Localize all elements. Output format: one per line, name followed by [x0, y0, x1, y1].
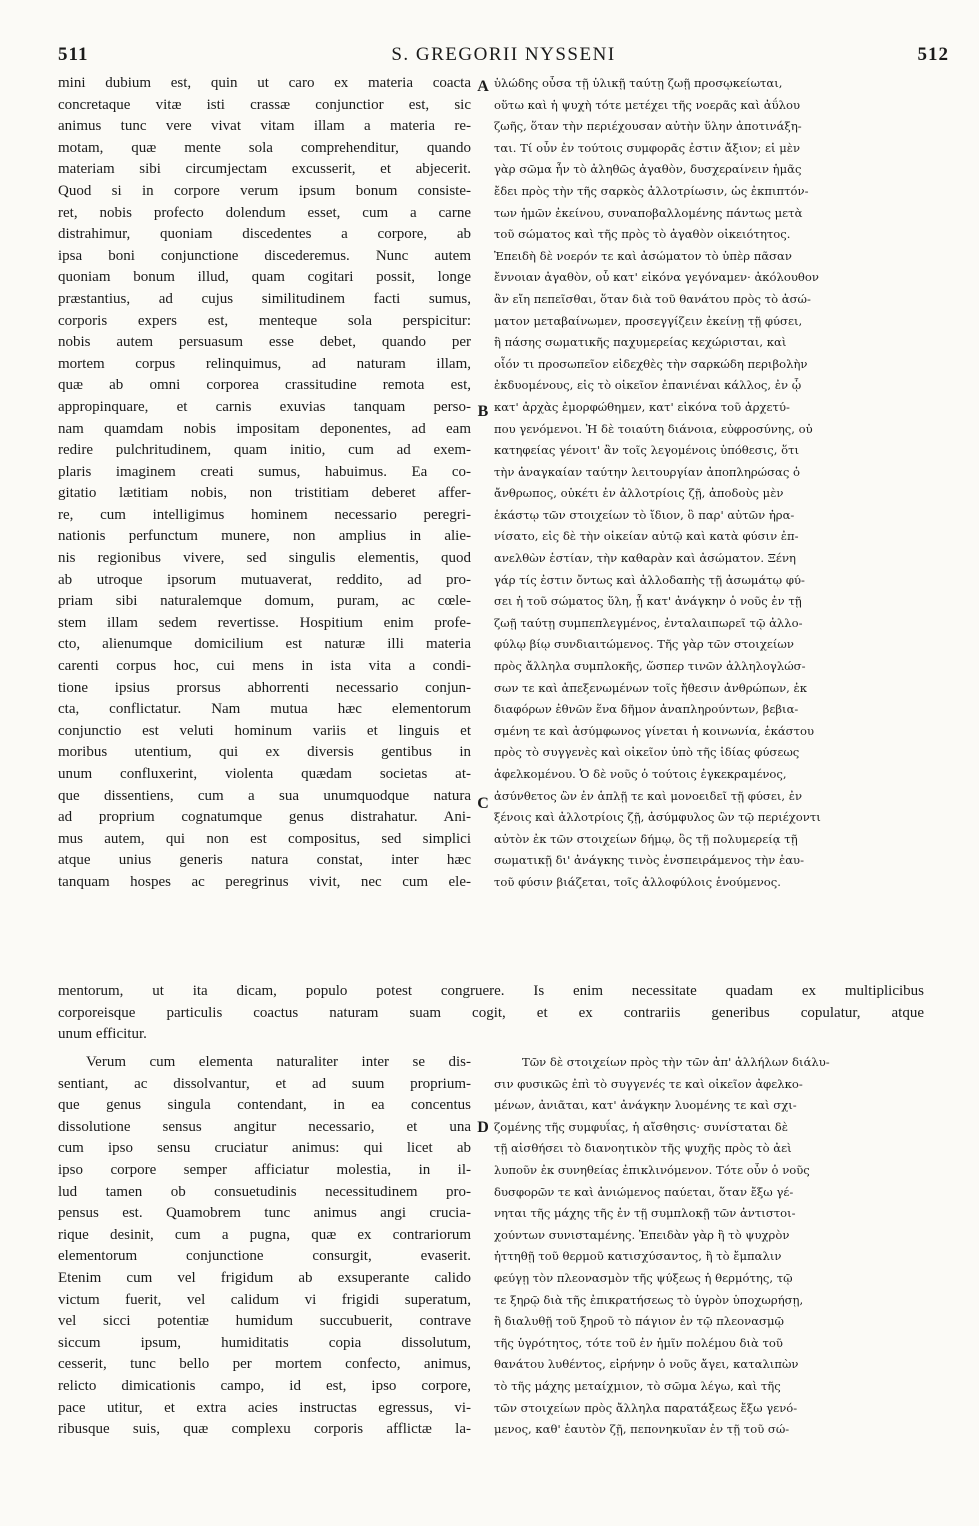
- text-line: τῆς ὑγρότητος, τότε τοῦ ἐν ἡμῖν πολέμου διὰ τοῦ: [494, 1335, 783, 1350]
- text-line: redire pulchritudinem, quam initio, cum ad exem-: [58, 442, 471, 459]
- section-marker-a: A: [477, 78, 489, 95]
- text-line: pace utitur, et extra acies instructas egressus, vi-: [58, 1399, 471, 1416]
- text-line: Τῶν δὲ στοιχείων πρὸς τὴν τῶν ἀπ' ἀλλήλων διάλυ-: [522, 1055, 830, 1069]
- text-line: ξένοις καὶ ἀλλοτρίοις ζῇ, ἀσύμφυλος ὢν τῷ περιέχοντι: [494, 810, 821, 825]
- text-line: οἷόν τι προσωπεῖον εἰδεχθὲς τὴν σαρκώδη περιβολὴν: [494, 356, 808, 371]
- text-line: ἣ πάσης σωματικῆς παχυμερείας κεχώρισται, καὶ: [494, 335, 787, 350]
- text-line: re, cum intelligimus hominem necessario peregri-: [58, 506, 471, 523]
- text-line: motam, quæ mente sola comprehenditur, quando: [58, 139, 471, 156]
- text-line: μένων, ἀνιᾶται, κατ' ἀνάγκην λυομένης τε καὶ σχι-: [494, 1098, 797, 1113]
- text-line: διαφόρων ἐθνῶν ἕνα δῆμον ἀναπληρούντων, βεβια-: [494, 702, 799, 717]
- text-line: mentorum, ut ita dicam, populo potest congruere. Is enim necessitate quadam ex multiplicibus: [58, 983, 924, 999]
- greek-column-top: [494, 73, 924, 894]
- text-line: σιν φυσικῶς ἐπὶ τὸ συγγενές τε καὶ οἰκεῖον ἀφελκο-: [494, 1076, 803, 1091]
- text-line: φύλῳ βίῳ συνδιαιτώμενος. Τῆς γὰρ τῶν στοιχείων: [494, 637, 794, 652]
- text-line: mortem corpus relinquimus, ad naturam illam,: [58, 355, 471, 372]
- text-line: conjunctio est veluti hominum variis et linguis et: [58, 722, 471, 739]
- text-line: δυσφορῶν τε καὶ ἀνιώμενος παύεται, ὅταν ἔξω γέ-: [494, 1184, 794, 1199]
- text-line: unum confluxerint, violenta quædam societas at-: [58, 766, 471, 782]
- text-line: tanquam hospes ac peregrinus vivit, nec cum ele-: [58, 873, 471, 890]
- text-line: πρὸς τὸ συγγενὲς καὶ οἰκεῖον ὑπὸ τῆς ἰδίας φύσεως: [494, 745, 800, 760]
- text-line: cum ipso sensu cruciatur animus: qui licet ab: [58, 1140, 471, 1157]
- text-line: ipsa boni conjunctione discederemus. Nunc autem: [58, 247, 471, 264]
- text-line: τε ξηρῷ διὰ τῆς ἐπικρατήσεως τὸ ὑγρὸν ὑποχωρήσῃ,: [494, 1292, 804, 1307]
- text-line: κατηφείας γένοιτ' ἂν τοῖς λεγομένοις ὑπόθεσις, ὅτι: [494, 443, 800, 458]
- text-line: Quod si in corpore verum ipsum bonum consiste-: [58, 182, 471, 199]
- text-line: σωματικῇ δι' ἀνάγκης τινὸς ἐνσπειράμενος τὴν ἑαυ-: [494, 853, 804, 868]
- page-number-right: 512: [917, 44, 949, 65]
- text-line: νηται τῆς μάχης τῆς ἐν τῇ συμπλοκῇ τῶν ἀντιστοι-: [494, 1206, 796, 1221]
- text-line: τῶν στοιχείων πρὸς ἄλληλα παρατάξεως ἔξω γενό-: [494, 1400, 798, 1415]
- text-line: τὴν ἀναγκαίαν ταύτην λειτουργίαν ἀποπληρώσας ὁ: [494, 464, 801, 479]
- section-marker-d: D: [477, 1119, 489, 1136]
- running-header: [58, 44, 949, 72]
- text-line: mini dubium est, quin ut caro ex materia coacta: [58, 75, 471, 91]
- text-line: que dissentiens, cum a sua unumquodque natura: [58, 787, 471, 804]
- text-line: ἔννοιαν ἀγαθὸν, οὗ κατ' εἰκόνα γεγόναμεν· ἀκόλουθον: [494, 270, 819, 285]
- text-line: mus autem, qui non est compositus, sed simplici: [58, 830, 471, 847]
- text-line: λυποῦν ἐκ συνηθείας ἐπικλινόμενον. Τότε οὖν ὁ νοῦς: [494, 1162, 810, 1177]
- text-line: sentiant, ac dissolvantur, et ad suum proprium-: [58, 1075, 471, 1092]
- text-line: αὐτὸν ἐκ τῶν στοιχείων δήμῳ, ὃς τῇ πολυμερείᾳ τῇ: [494, 831, 798, 846]
- text-line: cesserit, tunc bello per mortem confecto, animus,: [58, 1356, 471, 1373]
- text-line: ἐκδυομένους, εἰς τὸ οἰκεῖον ἐπανιέναι κάλλος, ἐν ᾧ: [494, 378, 802, 393]
- latin-column-top: [58, 73, 471, 894]
- text-line: ὑλώδης οὖσα τῇ ὑλικῇ ταύτῃ ζωῇ προσῳκείωται,: [494, 76, 783, 90]
- text-line: siccum ipsum, humiditatis copia dissolutum,: [58, 1334, 471, 1351]
- text-line: που γενόμενοι. Ἡ δὲ τοιαύτη διάνοια, εὐφροσύνης, οὐ: [494, 421, 813, 436]
- text-line: τοῦ σώματος καὶ τῆς πρὸς τὸ ἀγαθὸν οἰκειότητος.: [494, 227, 791, 242]
- text-line: ipso corpore semper afficiatur molestia, in il-: [58, 1161, 471, 1178]
- text-line: atque unius generis natura constat, inter hæc: [58, 852, 471, 869]
- text-line: ribusque suis, quæ complexu corporis afflictæ la-: [58, 1421, 471, 1438]
- text-line: ἄνθρωπος, οὐκέτι ἐν ἀλλοτρίοις ζῇ, ἀποδοὺς μὲν: [494, 486, 784, 501]
- text-line: ab utroque ipsorum mutuaverat, reddito, ad pro-: [58, 571, 471, 588]
- section-marker-c: C: [477, 795, 489, 812]
- text-line: vel sicci potentiæ humidum succubuerit, contrave: [58, 1313, 471, 1330]
- text-line: que genus singula contendant, in ea concentus: [58, 1097, 471, 1114]
- text-line: ζωῆς, ὅταν τὴν περιέχουσαν αὐτὴν ὕλην ἀποτινάξη-: [494, 119, 802, 134]
- latin-column-bottom: [58, 1052, 471, 1441]
- text-line: rique desinit, cum a pugna, quæ ex contrariorum: [58, 1226, 471, 1243]
- text-line: nationis perfunctum munere, non amplius in alie-: [58, 528, 471, 545]
- text-line: corporeisque particulis coactus naturam suam cogit, et ex contrariis generibus copulatur, atque: [58, 1004, 924, 1021]
- text-line: οὕτω καὶ ἡ ψυχὴ τότε μετέχει τῆς νοερᾶς καὶ ἀΰλου: [494, 97, 800, 112]
- text-line: elementorum conjunctione consurgit, evaserit.: [58, 1248, 471, 1265]
- text-line: nis regionibus vivere, sed singulis elementis, quod: [58, 550, 471, 567]
- text-line: relicto dimicationis campo, id est, ipso corpore,: [58, 1377, 471, 1394]
- section-marker-b: B: [477, 403, 489, 420]
- text-line: ἔδει πρὸς τὴν τῆς σαρκὸς ἀλλοτρίωσιν, ὡς ἐκπιπτόν-: [494, 183, 809, 198]
- text-line: carenti corpus hoc, cui mens in ista vita a condi-: [58, 658, 471, 675]
- text-line: ζωῇ ταύτῃ συμπεπλεγμένος, ἐνταλαιπωρεῖ τῷ ἀλλο-: [494, 615, 803, 630]
- text-line: ἢ διαλυθῇ τοῦ ξηροῦ τὸ πάγιον ἐν τῷ πλεονασμῷ: [494, 1314, 784, 1329]
- text-line: cto, alienumque domicilium est naturæ illi materia: [58, 636, 471, 653]
- text-line: Etenim cum vel frigidum ab exsuperante calido: [58, 1269, 471, 1286]
- page-number-left: 511: [58, 44, 89, 65]
- text-line: μενος, καθ' ἑαυτὸν ζῇ, πεπονηκυῖαν ἐν τῇ τοῦ σώ-: [494, 1422, 790, 1437]
- text-line: victum fuerit, vel calidum vi frigidi superatum,: [58, 1291, 471, 1308]
- text-line: ret, nobis profecto dolendum esset, cum a carne: [58, 204, 471, 221]
- text-line: ἀσύνθετος ὢν ἐν ἁπλῇ τε καὶ μονοειδεῖ τῇ φύσει, ἐν: [494, 788, 803, 803]
- text-line: κατ' ἀρχὰς ἐμορφώθημεν, κατ' εἰκόνα τοῦ ἀρχετύ-: [494, 399, 790, 414]
- text-line: quæ ab omni corporea crassitudine remota est,: [58, 377, 471, 394]
- text-line: Ἐπειδὴ δὲ νοερόν τε καὶ ἀσώματον τὸ ὑπὲρ πᾶσαν: [494, 248, 792, 263]
- text-line: τὸ τῆς μάχης μεταίχμιον, τὸ σῶμα λέγω, καὶ τῆς: [494, 1378, 781, 1393]
- text-line: materiam sibi circumjectam excusserit, et abjecerit.: [58, 161, 471, 178]
- text-line: γάρ τίς ἐστιν ὄντως καὶ ἀλλοδαπὴς τῇ ἀσωμάτῳ φύ-: [494, 572, 805, 587]
- text-line: σμένη τε καὶ ἀσύμφωνος γίνεται ἡ κοινωνία, ἑκάστου: [494, 723, 815, 738]
- text-line: σων τε καὶ ἀπεξενωμένων τοῖς ἤθεσιν ἀνθρώπων, ἐκ: [494, 680, 807, 695]
- text-line: ἡττηθῇ τοῦ θερμοῦ κατισχύσαντος, ἢ τὸ ἔμπαλιν: [494, 1249, 782, 1264]
- text-line: cta, conflictatur. Nam mutua hæc elementorum: [58, 701, 471, 718]
- text-line: unum efficitur.: [58, 1026, 147, 1043]
- text-line: ται. Τί οὖν ἐν τούτοις συμφορᾶς ἐστιν ἄξιον; εἰ μὲν: [494, 140, 801, 155]
- text-line: τῇ αἰσθήσει τὸ διανοητικὸν τῆς ψυχῆς πρὸς τὸ ἀεὶ: [494, 1141, 792, 1156]
- text-line: τοῦ φύσιν βιάζεται, τοῖς ἀλλοφύλοις ἑνούμενος.: [494, 874, 781, 889]
- text-line: των ἡμῶν ἐκείνου, συναποβαλλομένης πάντως μετὰ: [494, 205, 803, 220]
- text-line: priam sibi naturalemque domum, puram, ac cœle-: [58, 593, 471, 610]
- text-line: nam quamdam nobis impositam deponentes, ad eam: [58, 420, 471, 437]
- text-line: χούντων συνισταμένης. Ἐπειδὰν γὰρ ἢ τὸ ψυχρὸν: [494, 1227, 790, 1242]
- text-line: tione ipsius prorsus abhorrenti necessario conjun-: [58, 679, 471, 696]
- text-line: ματον μεταβαίνωμεν, προσεγγίζειν ἐκείνῃ τῇ φύσει,: [494, 313, 803, 328]
- text-line: dissolutione sensus angitur necessario, et una: [58, 1118, 471, 1135]
- text-line: nobis autem persuasum esse debet, quando per: [58, 334, 471, 351]
- text-line: lud tamen ob consuetudinis necessitudinem pro-: [58, 1183, 471, 1200]
- text-line: φεύγῃ τὸν πλεονασμὸν τῆς ψύξεως ἡ θερμότης, τῷ: [494, 1270, 793, 1285]
- text-line: ζομένης τῆς συμφυΐας, ἡ αἴσθησις· συνίσταται δὲ: [494, 1119, 788, 1134]
- text-line: σει ἡ τοῦ σώματος ὕλη, ᾗ κατ' ἀνάγκην ὁ νοῦς ἐν τῇ: [494, 594, 802, 609]
- text-line: appropinquare, et carnis exuvias tanquam perso-: [58, 398, 471, 415]
- text-line: animus tunc vere vivat vitam illam a materia re-: [58, 118, 471, 135]
- text-line: moribus utentium, qui ex diversis gentibus in: [58, 744, 471, 761]
- latin-full-width-paragraph: [58, 981, 924, 1046]
- text-line: ad proprium cognatumque genus distrahatur. Ani-: [58, 809, 471, 826]
- running-title: S. GREGORII NYSSENI: [391, 44, 616, 65]
- text-line: corporis expers est, menteque sola perspicitur:: [58, 312, 471, 329]
- text-line: ἂν εἴη πεπεῖσθαι, ὅταν διὰ τοῦ θανάτου πρὸς τὸ ἀσώ-: [494, 291, 811, 306]
- text-line: ανελθὼν ἑστίαν, τὴν καθαρὰν καὶ ἀσώματον. Ξένη: [494, 551, 796, 566]
- text-line: concretaque vitæ isti crassæ conjunctior est, sic: [58, 96, 471, 113]
- text-line: pensus est. Quamobrem tunc animus angi crucia-: [58, 1205, 471, 1222]
- text-line: θανάτου λυθέντος, εἰρήνην ὁ νοῦς ἄγει, καταλιπὼν: [494, 1357, 799, 1372]
- text-line: γὰρ σῶμα ἦν τὸ ἀληθῶς ἀγαθὸν, δυσχεραίνειν ἡμᾶς: [494, 162, 802, 177]
- text-line: ἑκάστῳ τῶν στοιχείων τὸ ἴδιον, ὃ παρ' αὐτῶν ἠρα-: [494, 507, 795, 522]
- text-line: πρὸς ἄλληλα συμπλοκῆς, ὥσπερ τινῶν ἀλληλογλώσ-: [494, 659, 806, 674]
- text-line: quoniam bonum illud, quam cogitari possit, longe: [58, 269, 471, 286]
- text-line: ἀφελκομένου. Ὁ δὲ νοῦς ὁ τούτοις ἐγκεκραμένος,: [494, 767, 787, 781]
- text-line: νίσατο, εἰς δὲ τὴν οἰκείαν αὐτῷ καὶ κατὰ φύσιν ἐπ-: [494, 529, 799, 544]
- greek-column-bottom: [494, 1052, 924, 1441]
- text-line: stem illam sedem revertisse. Hospitium enim profe-: [58, 614, 471, 631]
- text-line: distrahimur, quoniam discedentes a corpore, ab: [58, 226, 471, 243]
- text-line: præstantius, ad cujus similitudinem facti sumus,: [58, 290, 471, 307]
- text-line: Verum cum elementa naturaliter inter se dis-: [86, 1054, 471, 1070]
- text-line: plaris imaginem creati sumus, habuimus. Ea co-: [58, 463, 471, 480]
- text-line: gitatio lætitiam nobis, non tristitiam deberet affer-: [58, 485, 471, 502]
